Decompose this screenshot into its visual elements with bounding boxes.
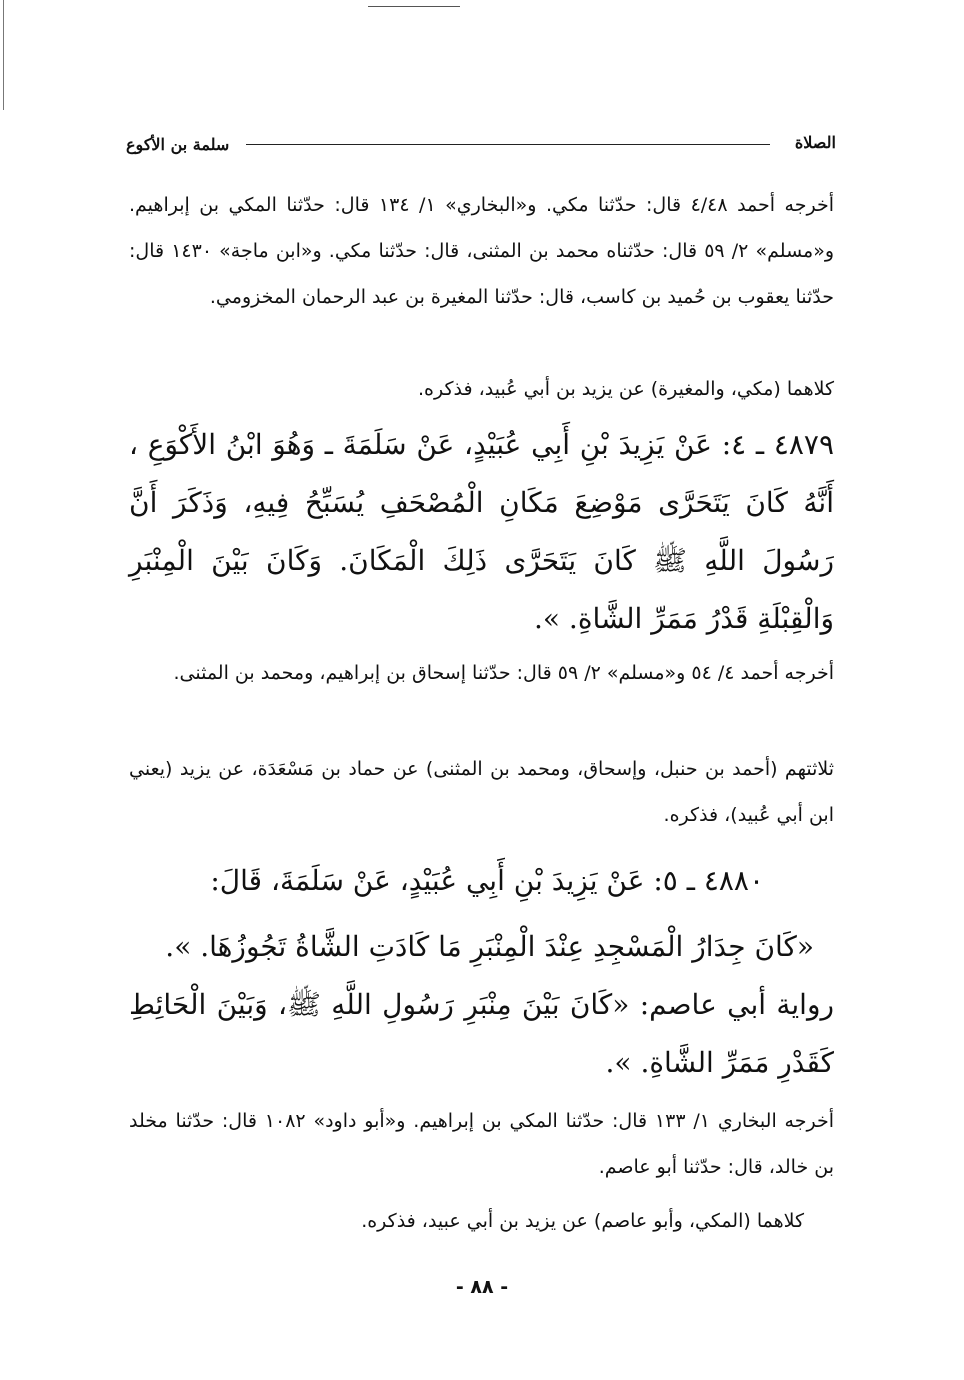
- hadith-text: ٤٨٧٩ ـ ٤: عَنْ يَزِيدَ بْنِ أَبِي عُبَيْدٍ، عَنْ سَلَمَةَ ـ وَهُوَ ابْنُ الأَكْوَعِ ، أَنَّهُ كَانَ يَتَحَرَّى مَوْضِعَ مَكَانِ الْمُصْحَفِ يُسَبِّحُ فِيهِ، وَذَكَرَ أَنَّ رَسُولَ اللَّهِ ﷺ كَانَ يَتَحَرَّى ذَلِكَ الْمَكَانَ. وَكَانَ بَيْنَ الْمِنْبَرِ وَالْقِبْلَةِ قَدْرُ مَمَرِّ الشَّاةِ. ».: [129, 428, 834, 635]
- source-paragraph: أخرجه البخاري ١/ ١٣٣ قال: حدّثنا المكي بن إبراهيم. و«أبو داود» ١٠٨٢ قال: حدّثنا مخلد بن خالد، قال: حدّثنا أبو عاصم.: [129, 1110, 834, 1178]
- source-paragraph: كلاهما (المكي، وأبو عاصم) عن يزيد بن أبي عبيد، فذكره.: [361, 1210, 804, 1232]
- page-number: - ٨٨ -: [455, 1276, 509, 1298]
- hadith-text: ٤٨٨٠ ـ ٥: عَنْ يَزِيدَ بْنِ أَبِي عُبَيْدٍ، عَنْ سَلَمَةَ، قَالَ:: [210, 864, 764, 897]
- section-title: سلمة بن الأكوع: [126, 134, 235, 156]
- chapter-title: الصلاة: [789, 132, 836, 154]
- source-paragraph: ثلاثتهم (أحمد بن حنبل، وإسحاق، ومحمد بن المثنى) عن حماد بن مَسْعَدَة، عن يزيد (يعني ابن أبي عُبيد)، فذكره.: [129, 758, 834, 826]
- header-rule: [246, 144, 770, 145]
- running-header: [126, 132, 836, 172]
- hadith-text: رواية أبي عاصم: «كَانَ بَيْنَ مِنْبَرِ رَسُولِ اللَّهِ ﷺ، وَبَيْنَ الْحَائِطِ كَقَدْرِ مَمَرِّ الشَّاةِ. ».: [129, 988, 834, 1079]
- source-paragraph: أخرجه أحمد ٤/٤٨ قال: حدّثنا مكي. و«البخاري» ١/ ١٣٤ قال: حدّثنا المكي بن إبراهيم. و«مسلم» ٢/ ٥٩ قال: حدّثناه محمد بن المثنى، قال: حدّثنا مكي. و«ابن ماجة» ١٤٣٠ قال: حدّثنا يعقوب بن حُميد بن كاسب، قال: حدّثنا المغيرة بن عبد الرحمان المخزومي.: [129, 194, 835, 308]
- top-rule: [368, 6, 460, 7]
- page-edge-line: [3, 0, 4, 110]
- hadith-text: «كَانَ جِدَارُ الْمَسْجِدِ عِنْدَ الْمِنْبَرِ مَا كَادَتِ الشَّاةُ تَجُوزُهَا. ».: [165, 930, 814, 963]
- source-paragraph: كلاهما (مكي، والمغيرة) عن يزيد بن أبي عُبيد، فذكره.: [418, 378, 834, 400]
- source-paragraph: أخرجه أحمد ٤/ ٥٤ و«مسلم» ٢/ ٥٩ قال: حدّثنا إسحاق بن إبراهيم، ومحمد بن المثنى.: [173, 662, 834, 684]
